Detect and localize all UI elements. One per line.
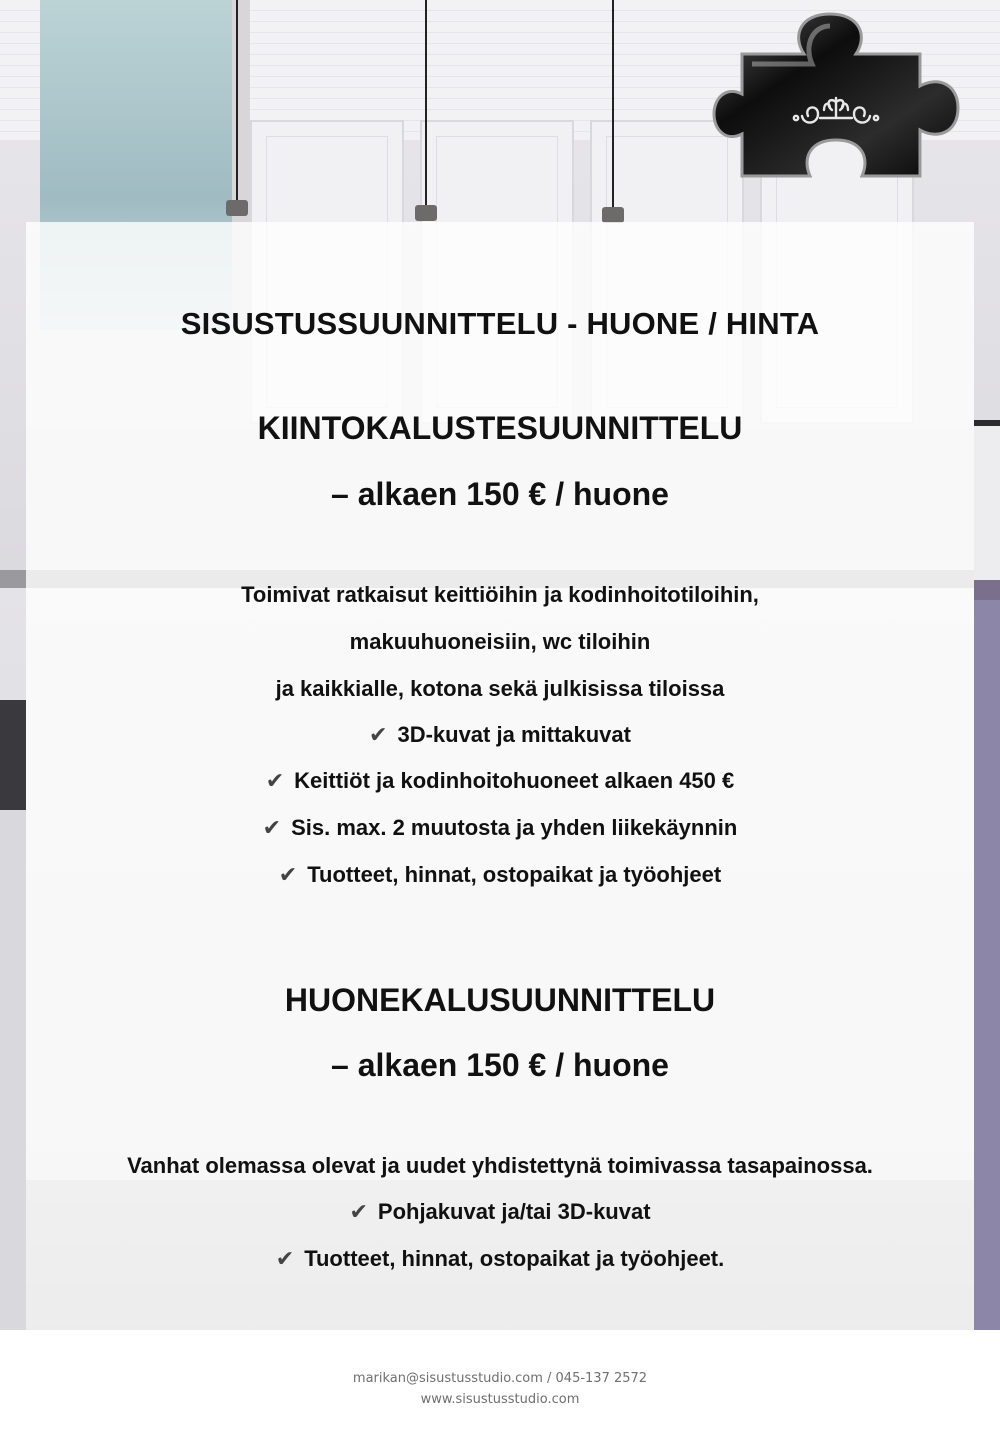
section2-price: – alkaen 150 € / huone <box>331 1047 669 1083</box>
checkmark-icon: ✔ <box>262 815 282 840</box>
pendant-lamp <box>226 200 248 216</box>
checkmark-icon: ✔ <box>369 722 388 747</box>
section1-description-line: ja kaikkialle, kotona sekä julkisissa tiloissa <box>275 676 725 701</box>
pendant-lamp-cord <box>612 0 614 212</box>
checklist-item-label: Pohjakuvat ja/tai 3D-kuvat <box>377 1199 651 1224</box>
footer-contact: marikan@sisustusstudio.com / 045-137 2572 <box>352 1371 648 1386</box>
checklist-item-label: Tuotteet, hinnat, ostopaikat ja työohjeet <box>307 862 722 887</box>
section1-checklist-item <box>0 862 1000 888</box>
page-title: SISUSTUSSUUNNITTELU - HUONE / HINTA <box>180 306 820 341</box>
section1-description-line: makuuhuoneisiin, wc tiloihin <box>349 629 651 654</box>
footer-website: www.sisustusstudio.com <box>420 1392 580 1407</box>
section1-description-line: Toimivat ratkaisut keittiöihin ja kodinhoitotiloihin, <box>241 582 759 607</box>
checkmark-icon: ✔ <box>278 862 298 887</box>
checkmark-icon: ✔ <box>265 768 285 793</box>
section1-checklist-item <box>0 768 1000 794</box>
section2-description: Vanhat olemassa olevat ja uudet yhdistettynä toimivassa tasapainossa. <box>127 1153 873 1178</box>
checklist-item-label: Keittiöt ja kodinhoitohuoneet alkaen 450 € <box>294 768 735 793</box>
section2-checklist-item <box>0 1246 1000 1272</box>
section2-checklist-item <box>0 1199 1000 1225</box>
checklist-item-label: Tuotteet, hinnat, ostopaikat ja työohjeet. <box>304 1246 725 1271</box>
pendant-lamp-cord <box>425 0 427 210</box>
section1-checklist-item <box>0 815 1000 841</box>
section2-heading: HUONEKALUSUUNNITTELU <box>284 982 716 1018</box>
checklist-item-label: 3D-kuvat ja mittakuvat <box>397 722 631 747</box>
section1-heading: KIINTOKALUSTESUUNNITTELU <box>257 410 743 446</box>
section1-checklist-item <box>0 722 1000 748</box>
pendant-lamp <box>415 205 437 221</box>
checklist-item-label: Sis. max. 2 muutosta ja yhden liikekäynnin <box>291 815 738 840</box>
checkmark-icon: ✔ <box>275 1246 295 1271</box>
pendant-lamp-cord <box>236 0 238 205</box>
pendant-lamp <box>602 207 624 223</box>
puzzle-piece-ornament-icon <box>712 6 962 196</box>
puzzle-logo <box>712 6 962 196</box>
checkmark-icon: ✔ <box>349 1199 368 1224</box>
section1-price: – alkaen 150 € / huone <box>331 476 669 512</box>
